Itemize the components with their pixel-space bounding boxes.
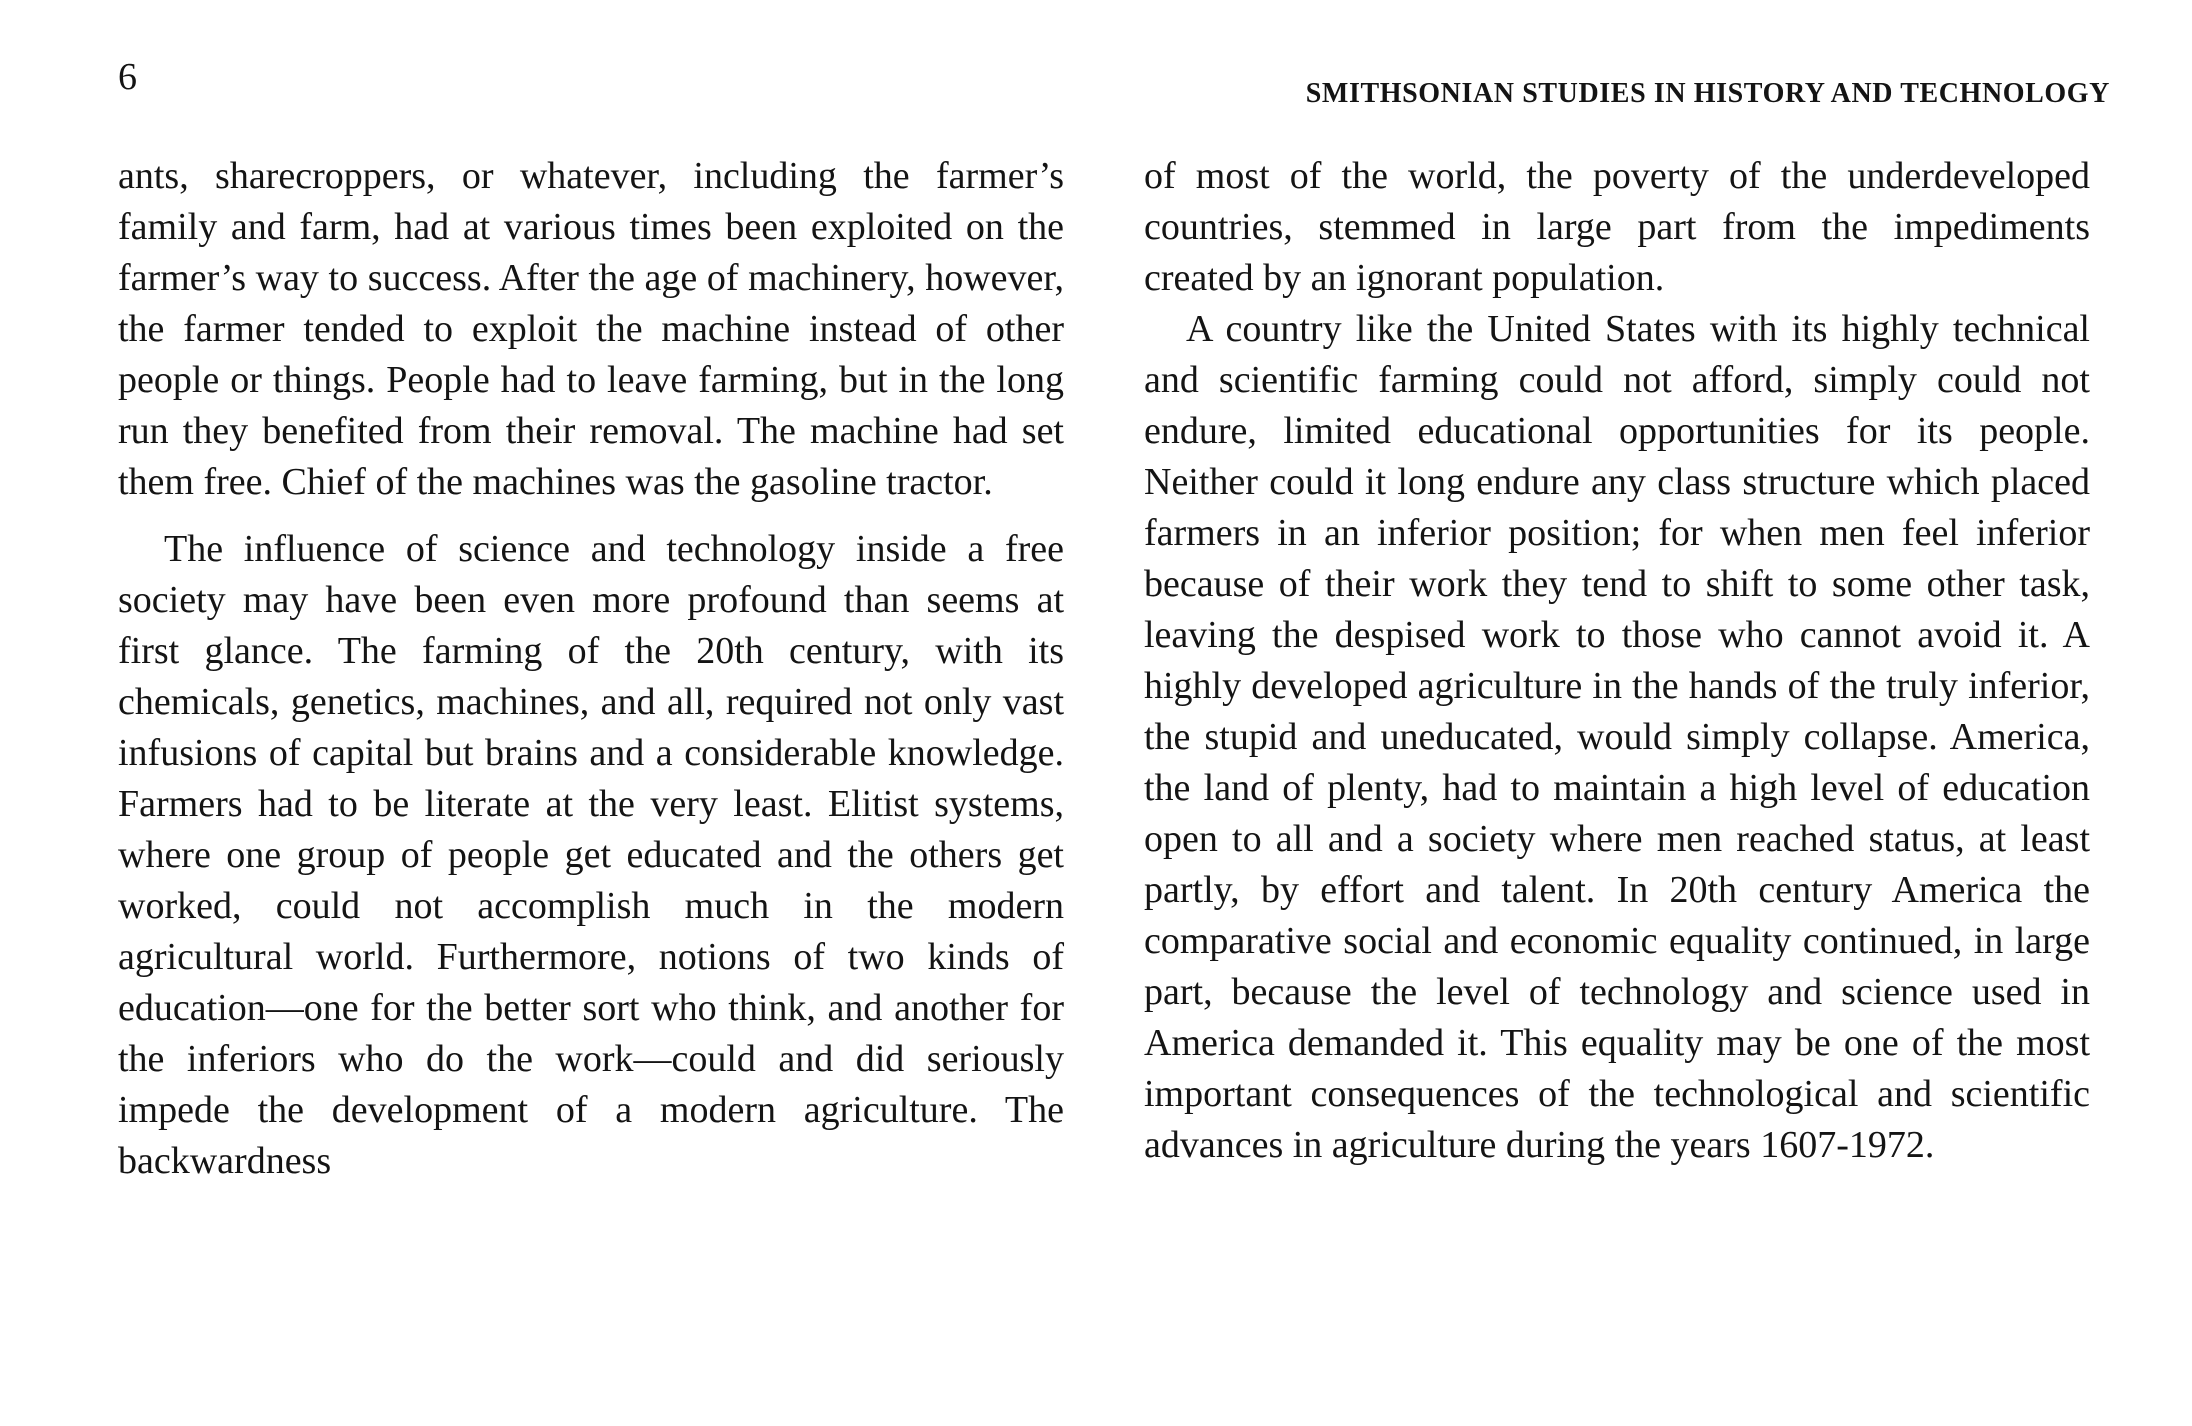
running-head: SMITHSONIAN STUDIES IN HISTORY AND TECHNOLOGY bbox=[1305, 78, 2110, 109]
paragraph: A country like the United States with its highly technical and scientific farming could not afford, simply could not endure, limited educational opportunities for its people. Neither could it long endure any class structure which placed farmers in an inferior position; for when men feel inferior because of their work they tend to shift to some other task, leaving the despised work to those who cannot avoid it. A highly developed agriculture in the hands of the truly inferior, the stupid and uneducated, would simply collapse. America, the land of plenty, had to maintain a high level of education open to all and a society where men reached status, at least partly, by effort and talent. In 20th century America the comparative social and economic equality continued, in large part, because the level of technology and science used in America demanded it. This equality may be one of the most important consequences of the technological and scientific advances in agriculture during the years 1607-1972. bbox=[1144, 308, 2090, 1166]
page-number: 6 bbox=[118, 56, 137, 98]
paragraph: The influence of science and technology inside a free society may have been even more profound than seems at first glance. The farming of the 20th century, with its chemicals, genetics, machines, and all, required not only vast infusions of capital but brains and a considerable knowledge. Farmers had to be literate at the very least. Elitist systems, where one group of people get educated and the others get worked, could not accomplish much in the modern agricultural world. Furthermore, notions of two kinds of education—one for the better sort who think, and another for the inferiors who do the work—could and did seriously impede the development of a modern agriculture. The backwardness bbox=[118, 528, 1064, 1182]
right-column bbox=[1144, 151, 2090, 1171]
left-column bbox=[118, 151, 1064, 1187]
paragraph: ants, sharecroppers, or whatever, including the farmer’s family and farm, had at various times been exploited on the farmer’s way to success. After the age of machinery, however, the farmer tended to exploit the machine instead of other people or things. People had to leave farming, but in the long run they benefited from their removal. The machine had set them free. Chief of the machines was the gasoline tractor. bbox=[118, 155, 1064, 503]
paragraph: of most of the world, the poverty of the underdeveloped countries, stemmed in large part from the impediments created by an ignorant population. bbox=[1144, 155, 2090, 299]
